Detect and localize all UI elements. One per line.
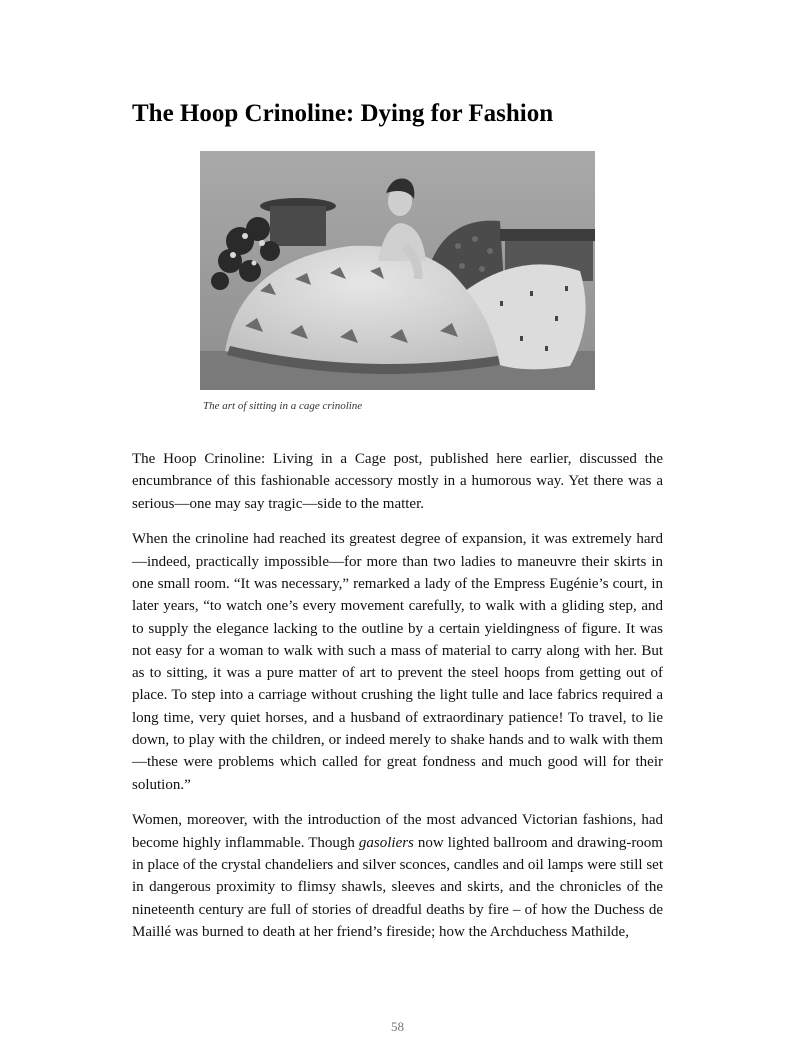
figure-caption: The art of sitting in a cage crinoline [203,400,363,412]
paragraph-3-text-end: now lighted ballroom and drawing-room in place of the crystal chandeliers and silver sconces, candles and oil lamps were still set in dangerous proximity to flimsy shawls, sleeves and skirts, and the chronicles of the nineteenth century are full of stories of dreadful deaths by fire – of how the Duchess de Maillé was burned to death at her friend’s fireside; how the Archduchess Mathilde, [132,834,663,940]
crinoline-photograph [200,151,595,390]
paragraph-2: When the crinoline had reached its greatest degree of expansion, it was extremely hard—indeed, practically impossible—for more than two ladies to maneuvre their skirts in one small room. “It was necessary,” remarked a lady of the Empress Eugénie’s court, in later years, “to watch one’s every movement carefully, to walk with a gliding step, and to supply the elegance lacking to the outline by a certain yieldingness of figure. It was not easy for a woman to walk with such a mass of material to carry along with her. But as to sitting, it was a pure matter of art to prevent the steel hoops from getting out of place. To step into a carriage without crushing the light tulle and lace fabrics required a long time, very quiet horses, and a husband of extraordinary patience! To travel, to lie down, to play with the children, or indeed merely to shake hands and to walk with them—these were problems which called for great fondness and much good will for their solution.” [132,531,663,793]
page-title: The Hoop Crinoline: Dying for Fashion [132,100,554,127]
page-number: 58 [391,1019,404,1034]
paragraph-3-text-start: Women, moreover, with the introduction of the most advanced Victorian fashions, had become highly inflammable. Though [132,812,663,851]
paragraph-3 [132,809,663,943]
article-body [132,448,663,957]
paragraph-1: The Hoop Crinoline: Living in a Cage post, published here earlier, discussed the encumbrance of this fashionable accessory mostly in a humorous way. Yet there was a serious—one may say tragic—side to the matter. [132,451,663,512]
emphasis-gasoliers: gasoliers [358,834,414,851]
